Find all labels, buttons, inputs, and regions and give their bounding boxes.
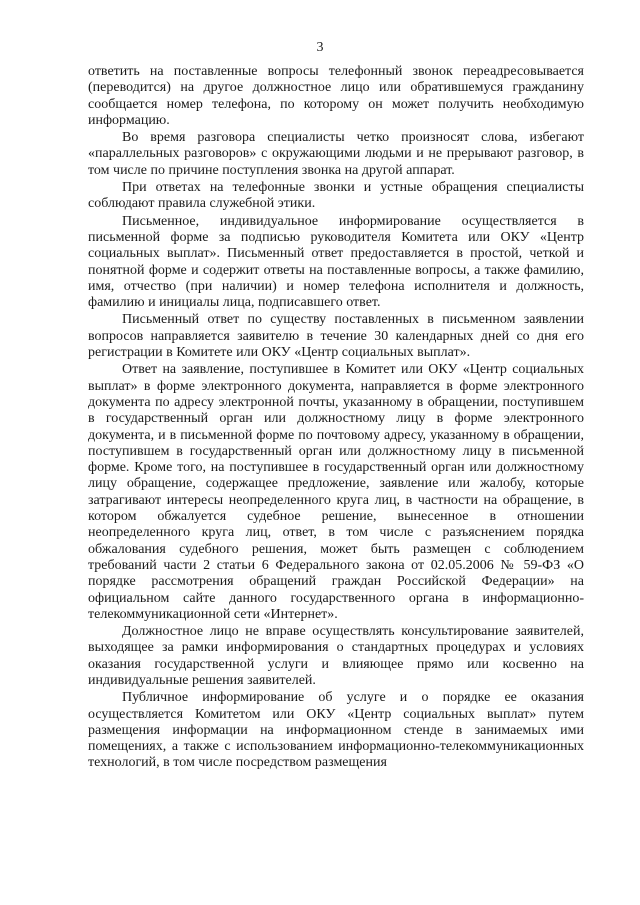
paragraph-response-deadline: Письменный ответ по существу поставленных в письменном заявлении вопросов направляется заявителю в течение 30 календарных дней со дня его регистрации в Комитете или ОКУ «Центр социальных выплат». [88,312,584,361]
page-number: 3 [316,40,324,55]
document-body [88,64,584,773]
paragraph-public-informing: Публичное информирование об услуге и о порядке ее оказания осуществляется Комитетом или ОКУ «Центр социальных выплат» путем размещения информации на информационном стенде в занимаемых ими помещениях, а также с использованием информационно-телекоммуникационных технологий, в том числе посредством размещения [88,690,584,771]
paragraph-consultation-limits: Должностное лицо не вправе осуществлять консультирование заявителей, выходящее за рамки информирования о стандартных процедурах и условиях оказания государственной услуги и влияющее прямо или косвенно на индивидуальные решения заявителей. [88,624,584,688]
paragraph-phone-redirect: ответить на поставленные вопросы телефонный звонок переадресовывается (переводится) на другое должностное лицо или обратившемуся гражданину сообщается номер телефона, по которому он может получить необходимую информацию. [88,64,584,128]
paragraph-electronic-response: Ответ на заявление, поступившее в Комитет или ОКУ «Центр социальных выплат» в форме электронного документа, направляется в форме электронного документа по адресу электронной почты, указанному в обращении, поступившем в государственный орган или должностному лицу в форме электронного документа, и в письменной форме по почтовому адресу, указанному в обращении, поступившем в государственный орган или должностному лицу в письменной форме. Кроме того, на поступившее в государственный орган или должностному лицу обращение, содержащее предложение, заявление или жалобу, которые затрагивают интересы неопределенного круга лиц, в частности на обращение, в котором обжалуется судебное решение, вынесенное в отношении неопределенного круга лиц, ответ, в том числе с разъяснением порядка обжалования судебного решения, может быть размещен с соблюдением требований части 2 статьи 6 Федерального закона от 02.05.2006 № 59-ФЗ «О порядке рассмотрения обращений граждан Российской Федерации» на официальном сайте данного государственного органа в информационно-телекоммуникационной сети «Интернет». [88,362,584,622]
paragraph-service-ethics: При ответах на телефонные звонки и устные обращения специалисты соблюдают правила служебной этики. [88,180,584,212]
paragraph-written-informing: Письменное, индивидуальное информирование осуществляется в письменной форме за подписью руководителя Комитета или ОКУ «Центр социальных выплат». Письменный ответ предоставляется в простой, четкой и понятной форме и содержит ответы на поставленные вопросы, а также фамилию, имя, отчество (при наличии) и номер телефона исполнителя и должность, фамилию и инициалы лица, подписавшего ответ. [88,213,584,311]
paragraph-conversation-rules: Во время разговора специалисты четко произносят слова, избегают «параллельных разговоров» с окружающими людьми и не прерывают разговор, в том числе по причине поступления звонка на другой аппарат. [88,130,584,178]
